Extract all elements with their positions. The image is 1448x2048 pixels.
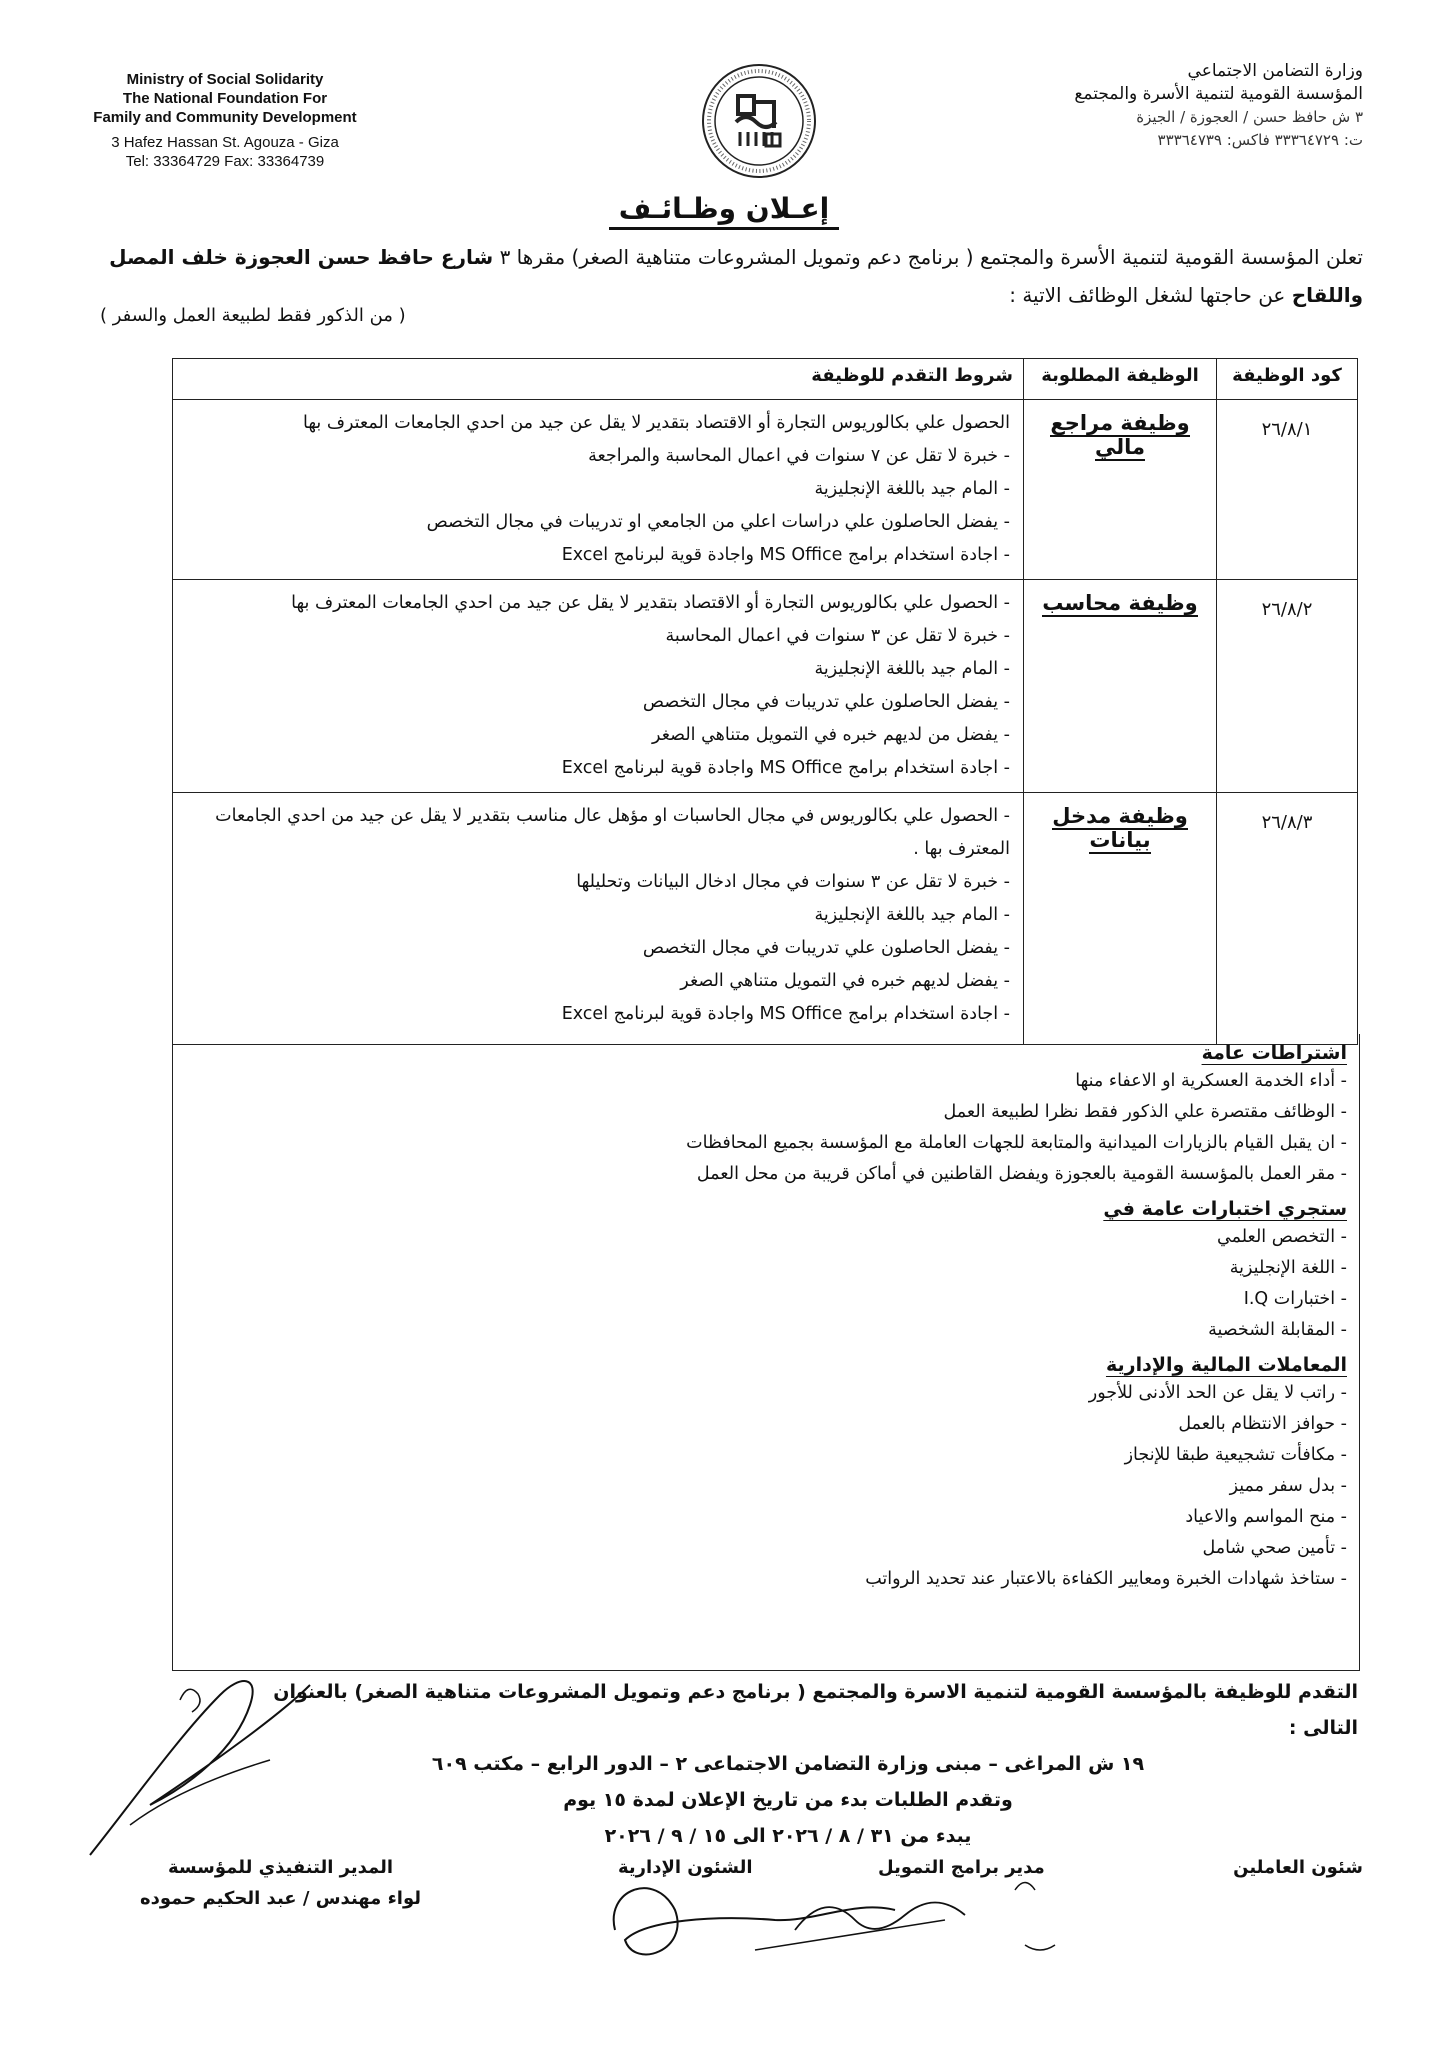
- list-item: - بدل سفر مميز: [1229, 1476, 1347, 1496]
- signature-scribble-middle: [595, 1860, 1095, 1980]
- intro-paragraph: [73, 238, 1363, 314]
- list-item: - المقابلة الشخصية: [1208, 1320, 1347, 1340]
- list-item: - اللغة الإنجليزية: [1229, 1258, 1347, 1278]
- application-instructions: [218, 1674, 1358, 1854]
- requirement-item: - اجادة استخدام برامج MS Office واجادة قوية لبرنامج Excel: [561, 545, 1010, 565]
- list-item: - أداء الخدمة العسكرية او الاعفاء منها: [1075, 1071, 1347, 1091]
- requirement-item: - اجادة استخدام برامج MS Office واجادة قوية لبرنامج Excel: [561, 1004, 1010, 1024]
- tests-list: [173, 1222, 1359, 1346]
- general-conditions-block: [172, 1034, 1360, 1671]
- jobs-table: [172, 358, 1358, 1045]
- header-english: [60, 70, 390, 171]
- list-item: - اختبارات I.Q: [1243, 1289, 1347, 1309]
- requirement-item: - المام جيد باللغة الإنجليزية: [814, 905, 1010, 925]
- requirements-list: [174, 794, 1022, 1037]
- header-code: كود الوظيفة: [1217, 359, 1358, 400]
- requirement-item: الحصول علي بكالوريوس التجارة أو الاقتصاد بتقدير لا يقل عن جيد من احدي الجامعات المعترف بها: [303, 413, 1010, 433]
- list-item: - مكافأت تشجيعية طبقا للإنجاز: [1124, 1445, 1347, 1465]
- signature-scribble-left: [70, 1655, 330, 1870]
- job-title: وظيفة مراجع مالي: [1050, 411, 1190, 459]
- benefits-title: المعاملات المالية والإدارية: [1105, 1354, 1347, 1376]
- foundation-logo: [700, 62, 818, 180]
- requirements-list: [174, 581, 1022, 791]
- list-item: - التخصص العلمي: [1217, 1227, 1347, 1247]
- job-title: وظيفة مدخل بيانات: [1052, 804, 1188, 852]
- requirement-item: - يفضل الحاصلون علي دراسات اعلي من الجامعي او تدريبات في مجال التخصص: [426, 512, 1010, 532]
- apply-dates: يبدء من ٣١ / ٨ / ٢٠٢٦ الى ١٥ / ٩ / ٢٠٢٦: [604, 1825, 972, 1847]
- requirement-item: - خبرة لا تقل عن ٣ سنوات في مجال ادخال البيانات وتحليلها: [576, 872, 1010, 892]
- table-header-row: [173, 359, 1358, 400]
- job-code: ٢٦/٨/٣: [1261, 812, 1313, 833]
- list-item: - تأمين صحي شامل: [1202, 1538, 1347, 1558]
- table-row: [173, 400, 1358, 580]
- phones-en: Tel: 33364729 Fax: 33364739: [125, 153, 325, 170]
- header-arabic: [943, 60, 1363, 152]
- foundation-name-en-1: The National Foundation For: [122, 90, 328, 107]
- header-requirements: شروط التقدم للوظيفة: [173, 359, 1024, 400]
- general-conditions-list: [173, 1066, 1359, 1190]
- requirement-item: - خبرة لا تقل عن ٧ سنوات في اعمال المحاسبة والمراجعة: [588, 446, 1010, 466]
- signature-hr: شئون العاملين: [1233, 1857, 1363, 1878]
- announcement-title: إعـلان وظـائـف: [0, 192, 1448, 225]
- benefits-list: [173, 1378, 1359, 1595]
- requirement-item: - الحصول علي بكالوريوس في مجال الحاسبات او مؤهل عال مناسب بتقدير لا يقل عن جيد من احدي الجامعات المعترف بها .: [215, 806, 1010, 859]
- list-item: - منح المواسم والاعياد: [1185, 1507, 1347, 1527]
- intro-text-2: عن حاجتها لشغل الوظائف الاتية :: [1009, 283, 1286, 307]
- males-only-note: ( من الذكور فقط لطبيعة العمل والسفر ): [100, 305, 406, 326]
- requirement-item: - يفضل لديهم خبره في التمويل متناهي الصغر: [680, 971, 1010, 991]
- intro-address-bold: شارع حافظ حسن العجوزة خلف المصل واللقاح: [109, 245, 1363, 307]
- requirement-item: - يفضل الحاصلون علي تدريبات في مجال التخصص: [642, 938, 1010, 958]
- header-job: الوظيفة المطلوبة: [1024, 359, 1217, 400]
- ceo-name: لواء مهندس / عبد الحكيم حموده: [140, 1888, 421, 1909]
- requirement-item: - الحصول علي بكالوريوس التجارة أو الاقتصاد بتقدير لا يقل عن جيد من احدي الجامعات المعترف بها: [291, 593, 1010, 613]
- requirement-item: - المام جيد باللغة الإنجليزية: [814, 659, 1010, 679]
- intro-text-1: تعلن المؤسسة القومية لتنمية الأسرة والمجتمع ( برنامج دعم وتمويل المشروعات متناهية الصغر) مقرها ٣: [499, 245, 1363, 269]
- table-row: [173, 580, 1358, 793]
- address-ar: ٣ ش حافظ حسن / العجوزة / الجيزة: [1136, 108, 1363, 126]
- requirement-item: - يفضل الحاصلون علي تدريبات في مجال التخصص: [642, 692, 1010, 712]
- address-en: 3 Hafez Hassan St. Agouza - Giza: [111, 134, 339, 151]
- list-item: - حوافز الانتظام بالعمل: [1178, 1414, 1347, 1434]
- requirement-item: - خبرة لا تقل عن ٣ سنوات في اعمال المحاسبة: [665, 626, 1010, 646]
- requirement-item: - اجادة استخدام برامج MS Office واجادة قوية لبرنامج Excel: [561, 758, 1010, 778]
- ministry-name-en: Ministry of Social Solidarity: [126, 71, 324, 88]
- signature-ceo: [140, 1852, 421, 1914]
- requirement-item: - المام جيد باللغة الإنجليزية: [814, 479, 1010, 499]
- apply-line-1: التقدم للوظيفة بالمؤسسة القومية لتنمية الاسرة والمجتمع ( برنامج دعم وتمويل المشروعات متناهية الصغر) بالعنوان التالى :: [273, 1681, 1358, 1739]
- requirements-list: [174, 401, 1022, 578]
- ministry-name-ar: وزارة التضامن الاجتماعي: [1187, 61, 1363, 81]
- signature-admin: الشئون الإدارية: [618, 1857, 753, 1878]
- list-item: - مقر العمل بالمؤسسة القومية بالعجوزة ويفضل القاطنين في أماكن قريبة من محل العمل: [696, 1164, 1347, 1184]
- signature-finance: مدير برامج التمويل: [878, 1857, 1045, 1878]
- apply-duration: وتقدم الطلبات بدء من تاريخ الإعلان لمدة ١٥ يوم: [563, 1789, 1013, 1811]
- phones-ar: ت: ٣٣٣٦٤٧٢٩ فاكس: ٣٣٣٦٤٧٣٩: [1157, 131, 1363, 149]
- list-item: - ستاخذ شهادات الخبرة ومعايير الكفاءة بالاعتبار عند تحديد الرواتب: [865, 1569, 1347, 1589]
- foundation-name-en-2: Family and Community Development: [93, 109, 357, 126]
- job-title: وظيفة محاسب: [1042, 591, 1198, 615]
- ceo-title: المدير التنفيذي للمؤسسة: [167, 1857, 394, 1878]
- foundation-name-ar: المؤسسة القومية لتنمية الأسرة والمجتمع: [1074, 84, 1363, 104]
- tests-title: ستجري اختبارات عامة في: [1103, 1198, 1347, 1220]
- requirement-item: - يفضل من لديهم خبره في التمويل متناهي الصغر: [652, 725, 1010, 745]
- table-row: [173, 793, 1358, 1045]
- general-conditions-title: اشتراطات عامة: [1201, 1042, 1347, 1064]
- job-code: ٢٦/٨/٢: [1261, 599, 1313, 620]
- list-item: - راتب لا يقل عن الحد الأدنى للأجور: [1088, 1383, 1347, 1403]
- apply-address: ١٩ ش المراغى – مبنى وزارة التضامن الاجتماعى ٢ – الدور الرابع – مكتب ٦٠٩: [431, 1753, 1145, 1775]
- list-item: - الوظائف مقتصرة علي الذكور فقط نظرا لطبيعة العمل: [943, 1102, 1347, 1122]
- list-item: - ان يقبل القيام بالزيارات الميدانية والمتابعة للجهات العاملة مع المؤسسة بجميع المحافظات: [686, 1133, 1347, 1153]
- job-code: ٢٦/٨/١: [1261, 419, 1313, 440]
